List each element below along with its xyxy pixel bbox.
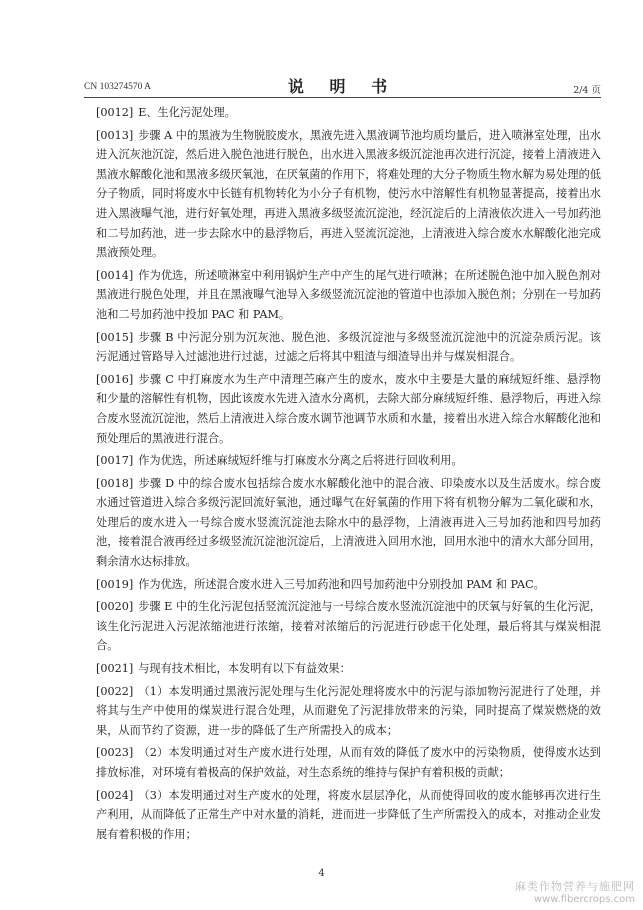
document-title: 说 明 书 <box>287 77 398 96</box>
paragraph-number: [0019] <box>96 577 134 591</box>
paragraph-text: 步骤 E 中的生化污泥包括竖流沉淀池与一号综合废水竖流沉淀池中的厌氧与好氧的生化污泥，该生化污泥进入污泥浓缩池进行浓缩，接着对浓缩后的污泥进行砂虑干化处理，最后将其与煤炭相混合。 <box>96 600 601 653</box>
paragraph <box>96 126 601 263</box>
paragraph <box>96 682 601 741</box>
paragraph-text: 步骤 D 中的综合废水包括综合废水水解酸化池中的混合液、印染废水以及生活废水。综合废水通过管道进入综合多级污泥回流好氧池，通过曝气在好氧菌的作用下将有机物分解为二氧化碳和水，处理后的废水进入一号综合废水竖流沉淀池去除水中的悬浮物，上清液再进入三号加药池和四号加药池，接着混合液再经过多级竖流沉淀池沉淀后，上清液进入回用水池，回用水池中的清水大部分回用，剩余清水达标排放。 <box>96 476 601 569</box>
paragraph-text: 步骤 A 中的黑液为生物脱胶废水，黑液先进入黑液调节池均质均量后，进入喷淋室处理，出水进入沉灰池沉淀，然后进入脱色池进行脱色，出水进入黑液多级沉淀池再次进行沉淀，接着上清液进入黑液水解酸化池和黑液多级厌氧池，在厌氧菌的作用下，将难处理的大分子物质生物水解为易处理的低分子物质，同时将废水中长链有机物转化为小分子有机物，使污水中溶解性有机物显著提高，接着出水进入黑液曝气池，进行好氧处理，再进入黑液多级竖流沉淀池，经沉淀后的上清液依次进入一号加药池和二号加药池，进一步去除水中的悬浮物后，再进入竖流沉淀池，上清液进入综合废水水解酸化池完成黑液预处理。 <box>96 128 601 260</box>
paragraph-number: [0024] <box>96 788 134 802</box>
paragraph-number: [0021] <box>96 662 134 676</box>
paragraph <box>96 451 601 471</box>
paragraph <box>96 597 601 656</box>
paragraph-number: [0015] <box>96 330 134 344</box>
paragraph-text: （2）本发明通过对生产废水进行处理，从而有效的降低了废水中的污染物质，使得废水达到排放标准，对环境有着极高的保护效益，对生态系统的维持与保护有着积极的贡献； <box>96 746 601 779</box>
page-indicator: 2/4 页 <box>573 85 601 96</box>
header-rule <box>84 97 601 98</box>
paragraph-number: [0018] <box>96 476 134 490</box>
paragraph-number: [0013] <box>96 128 134 142</box>
paragraph-text: 与现有技术相比，本发明有以下有益效果： <box>138 662 351 676</box>
paragraph <box>96 266 601 325</box>
paragraph <box>96 659 601 679</box>
paragraph <box>96 575 601 595</box>
paragraph-number: [0023] <box>96 746 134 760</box>
document-body <box>96 103 601 844</box>
paragraph <box>96 474 601 572</box>
paragraph-number: [0022] <box>96 684 134 698</box>
paragraph-text: 步骤 C 中打麻废水为生产中清理苎麻产生的废水，废水中主要是大量的麻绒短纤维、悬浮物和少量的溶解性有机物，因此该废水先进入渣水分离机，去除大部分麻绒短纤维、悬浮物后，再进入综合废水竖流沉淀池，然后上清液进入综合废水调节池调节水质和水量，接着出水进入综合水解酸化池和预处理后的黑液进行混合。 <box>96 372 601 445</box>
patent-number: CN 103274570 A <box>84 82 152 92</box>
watermark-url: www.fibercrops.com <box>533 894 635 905</box>
paragraph <box>96 370 601 448</box>
paragraph-text: E、生化污泥处理。 <box>138 106 236 119</box>
paragraph-text: 作为优选，所述混合废水进入三号加药池和四号加药池中分别投加 PAM 和 PAC。 <box>138 577 545 591</box>
page-header <box>84 70 601 96</box>
watermark-site-name: 麻类作物营养与施肥网 <box>515 880 635 893</box>
paragraph-text: （1）本发明通过黑液污泥处理与生化污泥处理将废水中的污泥与添加物污泥进行了处理，并将其与生产中使用的煤炭进行混合处理，从而避免了污泥排放带来的污染，同时提高了煤炭燃烧的效果，从而节约了资源，进一步的降低了生产所需投入的成本； <box>96 684 601 737</box>
paragraph-number: [0016] <box>96 372 134 386</box>
page-number: 4 <box>318 868 325 879</box>
paragraph-number: [0014] <box>96 268 134 282</box>
watermark <box>515 880 635 906</box>
paragraph-text: 作为优选，所述喷淋室中利用锅炉生产中产生的尾气进行喷淋；在所述脱色池中加入脱色剂对黑液进行脱色处理，并且在黑液曝气池导入多级竖流沉淀池的管道中也添加入脱色剂；分别在一号加药池和二号加药池中投加 PAC 和 PAM。 <box>96 268 601 321</box>
paragraph <box>96 328 601 367</box>
paragraph-text: 步骤 B 中污泥分别为沉灰池、脱色池、多级沉淀池与多级竖流沉淀池中的沉淀杂质污泥。该污泥通过管路导入过滤池进行过滤，过滤之后将其中粗渣与细渣导出并与煤炭相混合。 <box>96 330 601 364</box>
paragraph-number: [0020] <box>96 600 134 614</box>
paragraph <box>96 103 601 123</box>
paragraph <box>96 786 601 845</box>
paragraph-number: [0012] <box>96 106 134 119</box>
paragraph <box>96 743 601 782</box>
paragraph-text: 作为优选，所述麻绒短纤维与打麻废水分离之后将进行回收利用。 <box>138 454 463 468</box>
paragraph-text: （3）本发明通过对生产废水的处理，将废水层层净化，从而使得回收的废水能够再次进行生产利用，从而降低了正常生产中对水量的消耗，进而进一步降低了生产所需投入的成本，对推动企业发展有着积极的作用； <box>96 788 601 841</box>
paragraph-number: [0017] <box>96 454 134 468</box>
